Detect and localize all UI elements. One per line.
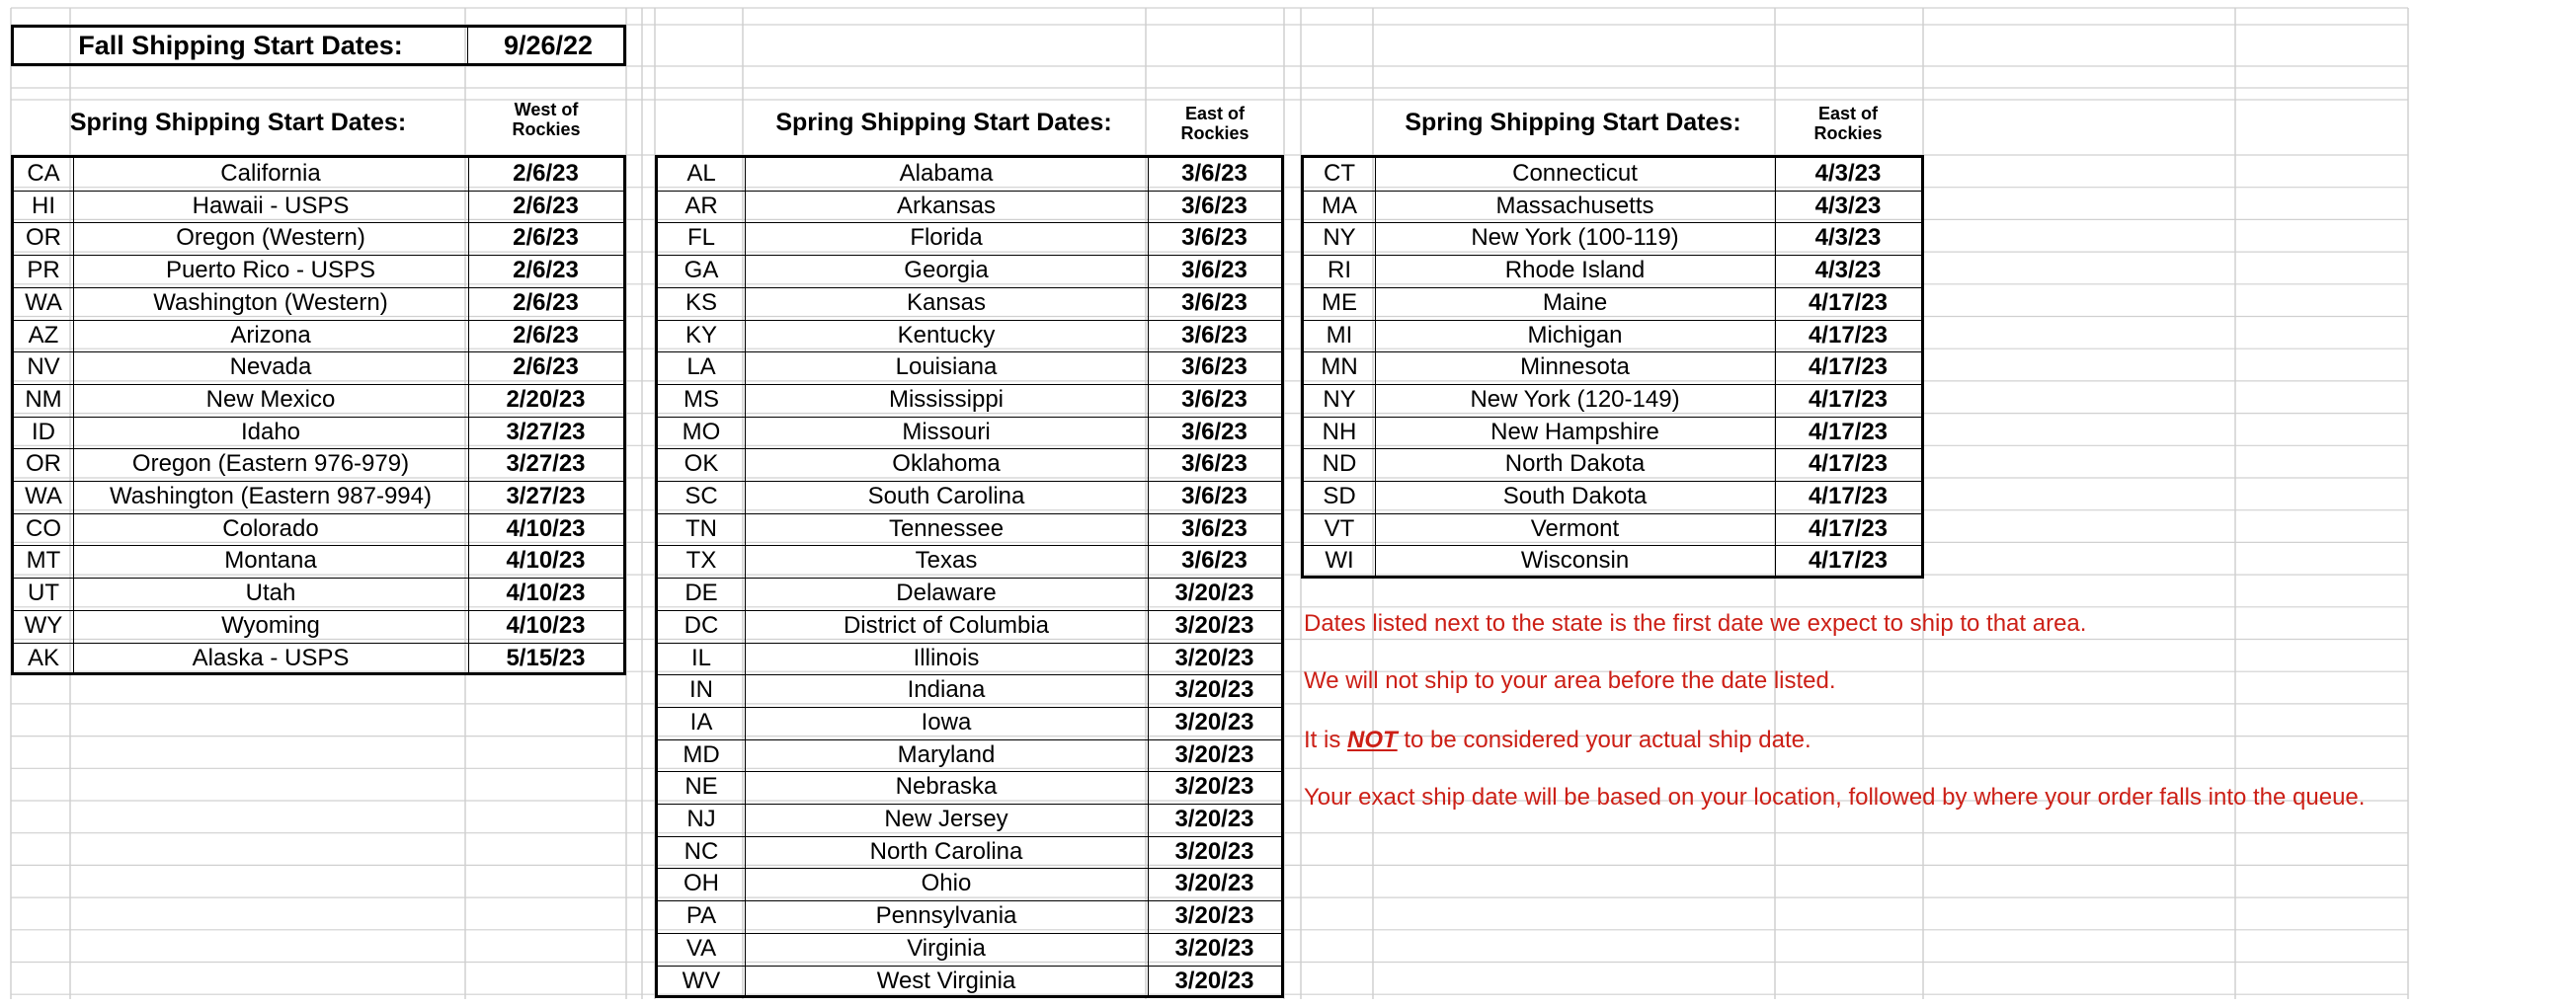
west-state-code: NV — [27, 353, 60, 381]
west-state-code: AZ — [28, 321, 59, 349]
note-first-date: Dates listed next to the state is the first date we expect to ship to that area. — [1304, 610, 2087, 637]
central-state-code: LA — [686, 353, 716, 381]
central-ship-date: 3/6/23 — [1181, 385, 1248, 413]
north-region-line2: Rockies — [1813, 123, 1883, 143]
north-row — [1304, 513, 1921, 546]
west-ship-date: 3/27/23 — [506, 450, 586, 478]
north-state-name: Connecticut — [1512, 160, 1638, 187]
central-state-code: GA — [684, 257, 719, 284]
north-state-code: CT — [1324, 160, 1355, 187]
central-state-name: Texas — [915, 547, 978, 575]
central-state-code: FL — [686, 224, 715, 252]
central-ship-date: 3/20/23 — [1174, 870, 1254, 897]
central-state-code: OK — [684, 450, 719, 478]
west-ship-date: 2/6/23 — [513, 257, 579, 284]
central-state-name: Illinois — [913, 644, 980, 671]
central-ship-date: 3/6/23 — [1181, 321, 1248, 349]
note-exact-ship-date: Your exact ship date will be based on your location, followed by where your order falls into the queue. — [1304, 784, 2366, 811]
west-row — [14, 320, 623, 352]
north-ship-date: 4/17/23 — [1808, 353, 1889, 381]
central-ship-date: 3/6/23 — [1181, 483, 1248, 509]
central-row — [658, 481, 1281, 513]
west-row — [14, 643, 623, 675]
central-ship-date: 3/20/23 — [1174, 806, 1254, 832]
north-state-code: MI — [1326, 321, 1353, 349]
central-state-name: Mississippi — [888, 385, 1004, 413]
north-row — [1304, 481, 1921, 513]
central-ship-date: 3/6/23 — [1181, 547, 1248, 575]
west-state-code: ID — [32, 418, 55, 445]
central-state-code: DC — [684, 611, 719, 639]
west-ship-date: 2/6/23 — [513, 353, 579, 381]
west-ship-date: 2/6/23 — [513, 160, 579, 187]
west-state-code: NM — [25, 385, 62, 413]
west-state-name: New Mexico — [205, 385, 336, 413]
central-state-code: TN — [685, 514, 717, 542]
north-state-code: NY — [1323, 385, 1356, 413]
west-ship-date: 4/10/23 — [506, 514, 586, 542]
central-row — [658, 351, 1281, 384]
central-state-name: Ohio — [921, 870, 972, 897]
west-state-code: UT — [28, 580, 59, 607]
north-state-name: Maine — [1542, 288, 1608, 316]
central-state-name: Arkansas — [896, 192, 997, 219]
central-state-name: Delaware — [896, 580, 997, 607]
central-row — [658, 933, 1281, 966]
west-region-line1: West of — [514, 100, 579, 119]
west-state-name: Utah — [245, 580, 296, 607]
central-ship-date: 3/6/23 — [1181, 224, 1248, 252]
central-state-code: NE — [684, 773, 718, 801]
central-state-code: VA — [685, 934, 717, 962]
west-state-name: Oregon (Western) — [176, 224, 365, 252]
central-ship-date: 3/6/23 — [1181, 160, 1248, 187]
central-state-code: KS — [684, 288, 717, 316]
west-state-name: Nevada — [229, 353, 312, 381]
west-state-name: California — [220, 160, 321, 187]
north-region-header — [1775, 104, 1921, 143]
central-state-name: West Virginia — [876, 967, 1016, 994]
central-state-name: Nebraska — [895, 773, 998, 801]
west-row — [14, 578, 623, 610]
west-row — [14, 222, 623, 255]
west-row — [14, 545, 623, 578]
central-row — [658, 868, 1281, 900]
west-row — [14, 158, 623, 191]
central-ship-date: 3/20/23 — [1174, 580, 1254, 607]
central-state-code: OH — [684, 870, 719, 897]
west-state-code: HI — [32, 192, 55, 219]
central-row — [658, 610, 1281, 643]
north-row — [1304, 320, 1921, 352]
west-ship-date: 5/15/23 — [506, 644, 586, 671]
north-ship-date: 4/17/23 — [1808, 514, 1889, 542]
west-state-name: Wyoming — [221, 611, 320, 639]
north-row — [1304, 222, 1921, 255]
west-ship-date: 2/6/23 — [513, 321, 579, 349]
west-state-code: CO — [26, 514, 61, 542]
central-state-code: NJ — [686, 806, 716, 832]
central-state-code: AR — [684, 192, 718, 219]
west-state-code: OR — [26, 224, 61, 252]
central-ship-date: 3/6/23 — [1181, 288, 1248, 316]
north-state-name: Rhode Island — [1504, 257, 1646, 284]
central-row — [658, 191, 1281, 223]
north-row — [1304, 158, 1921, 191]
north-state-name: New York (100-119) — [1471, 224, 1679, 252]
central-row — [658, 158, 1281, 191]
north-ship-date: 4/3/23 — [1814, 257, 1882, 284]
central-region-line2: Rockies — [1180, 123, 1249, 143]
north-row — [1304, 545, 1921, 578]
central-ship-date: 3/6/23 — [1181, 257, 1248, 284]
west-state-name: Washington (Western) — [153, 288, 388, 316]
central-state-name: New Jersey — [884, 806, 1008, 832]
north-state-name: Michigan — [1527, 321, 1623, 349]
west-row — [14, 351, 623, 384]
central-state-name: Florida — [910, 224, 983, 252]
west-row — [14, 610, 623, 643]
west-row — [14, 448, 623, 481]
north-ship-date: 4/3/23 — [1814, 160, 1882, 187]
central-state-code: DE — [684, 580, 718, 607]
note-not-before: We will not ship to your area before the date listed. — [1304, 667, 1836, 694]
north-ship-date: 4/17/23 — [1808, 483, 1889, 509]
north-table — [1301, 155, 1924, 579]
central-state-code: MO — [682, 418, 721, 445]
west-row — [14, 513, 623, 546]
central-ship-date: 3/20/23 — [1174, 934, 1254, 962]
north-state-code: VT — [1324, 514, 1355, 542]
north-state-code: WI — [1325, 547, 1354, 575]
central-ship-date: 3/20/23 — [1174, 611, 1254, 639]
central-state-code: SC — [684, 483, 718, 509]
west-ship-date: 2/20/23 — [506, 385, 586, 413]
north-row — [1304, 191, 1921, 223]
note-not-actual-before: It is — [1304, 727, 1348, 753]
central-ship-date: 3/20/23 — [1174, 773, 1254, 801]
central-state-code: WV — [682, 967, 721, 994]
north-state-code: SD — [1323, 483, 1356, 509]
west-ship-date: 2/6/23 — [513, 192, 579, 219]
central-state-name: South Carolina — [867, 483, 1025, 509]
central-table — [655, 155, 1284, 998]
fall-shipping-box — [11, 25, 626, 66]
central-row — [658, 287, 1281, 320]
north-ship-date: 4/17/23 — [1808, 450, 1889, 478]
central-row — [658, 771, 1281, 804]
north-state-code: ME — [1322, 288, 1357, 316]
central-ship-date: 3/20/23 — [1174, 902, 1254, 930]
central-row — [658, 448, 1281, 481]
north-state-code: RI — [1328, 257, 1351, 284]
central-state-code: MD — [683, 740, 720, 768]
central-state-name: Missouri — [902, 418, 991, 445]
central-state-code: KY — [684, 321, 717, 349]
central-ship-date: 3/6/23 — [1181, 353, 1248, 381]
north-row — [1304, 287, 1921, 320]
central-row — [658, 804, 1281, 836]
note-not-emphasis: NOT — [1347, 727, 1398, 753]
north-ship-date: 4/17/23 — [1808, 385, 1889, 413]
north-region-line1: East of — [1817, 104, 1878, 123]
west-ship-date: 2/6/23 — [513, 288, 579, 316]
central-row — [658, 643, 1281, 675]
central-ship-date: 3/20/23 — [1174, 676, 1254, 704]
north-table-title: Spring Shipping Start Dates: — [1405, 109, 1741, 136]
note-not-actual — [1304, 726, 2371, 755]
central-ship-date: 3/20/23 — [1174, 644, 1254, 671]
north-state-code: NH — [1322, 418, 1357, 445]
central-state-name: Tennessee — [888, 514, 1005, 542]
west-row — [14, 255, 623, 287]
west-ship-date: 4/10/23 — [506, 611, 586, 639]
west-ship-date: 3/27/23 — [506, 483, 586, 509]
central-state-code: PA — [685, 902, 717, 930]
west-state-name: Washington (Eastern 987-994) — [110, 483, 432, 509]
central-state-name: Kentucky — [897, 321, 996, 349]
central-row — [658, 900, 1281, 933]
central-state-name: Pennsylvania — [875, 902, 1017, 930]
central-ship-date: 3/20/23 — [1174, 967, 1254, 994]
fall-shipping-label: Fall Shipping Start Dates: — [78, 31, 403, 60]
central-region-header — [1146, 104, 1284, 143]
west-state-name: Alaska - USPS — [192, 644, 350, 671]
north-state-name: Massachusetts — [1495, 192, 1654, 219]
north-ship-date: 4/3/23 — [1814, 192, 1882, 219]
west-region-header — [467, 100, 625, 139]
central-ship-date: 3/6/23 — [1181, 418, 1248, 445]
west-state-code: WA — [25, 483, 62, 509]
central-state-name: Indiana — [907, 676, 986, 704]
north-state-name: South Dakota — [1502, 483, 1648, 509]
central-ship-date: 3/20/23 — [1174, 708, 1254, 736]
central-state-code: TX — [685, 547, 717, 575]
central-state-name: District of Columbia — [843, 611, 1050, 639]
west-state-name: Oregon (Eastern 976-979) — [131, 450, 410, 478]
west-table-title: Spring Shipping Start Dates: — [69, 109, 407, 136]
central-state-name: Virginia — [907, 934, 986, 962]
central-row — [658, 417, 1281, 449]
north-row — [1304, 417, 1921, 449]
west-table — [11, 155, 626, 675]
west-row — [14, 384, 623, 417]
west-ship-date: 2/6/23 — [513, 224, 579, 252]
central-row — [658, 384, 1281, 417]
north-state-code: MA — [1322, 192, 1357, 219]
central-ship-date: 3/6/23 — [1181, 192, 1248, 219]
north-state-name: Vermont — [1530, 514, 1620, 542]
west-row — [14, 191, 623, 223]
west-state-name: Puerto Rico - USPS — [165, 257, 376, 284]
note-not-actual-after: to be considered your actual ship date. — [1397, 727, 1811, 753]
west-row — [14, 417, 623, 449]
central-row — [658, 739, 1281, 772]
west-state-code: WA — [25, 288, 62, 316]
west-state-name: Idaho — [240, 418, 301, 445]
central-ship-date: 3/6/23 — [1181, 514, 1248, 542]
north-ship-date: 4/17/23 — [1808, 547, 1889, 575]
central-row — [658, 255, 1281, 287]
central-state-code: NC — [684, 837, 719, 865]
west-row — [14, 287, 623, 320]
west-state-name: Arizona — [230, 321, 311, 349]
central-state-code: IA — [689, 708, 713, 736]
west-state-code: MT — [26, 547, 61, 575]
central-state-name: Alabama — [899, 160, 994, 187]
central-row — [658, 836, 1281, 869]
central-row — [658, 674, 1281, 707]
fall-shipping-date: 9/26/22 — [503, 31, 594, 60]
central-row — [658, 320, 1281, 352]
north-row — [1304, 351, 1921, 384]
north-ship-date: 4/17/23 — [1808, 321, 1889, 349]
central-state-code: AL — [686, 160, 716, 187]
north-state-code: MN — [1321, 353, 1358, 381]
central-row — [658, 222, 1281, 255]
west-state-name: Colorado — [222, 514, 319, 542]
north-state-name: Wisconsin — [1520, 547, 1630, 575]
central-state-code: IN — [689, 676, 713, 704]
central-state-name: Iowa — [921, 708, 972, 736]
north-row — [1304, 384, 1921, 417]
north-state-code: NY — [1323, 224, 1356, 252]
central-state-name: Oklahoma — [892, 450, 1001, 478]
central-state-code: MS — [684, 385, 719, 413]
north-state-name: New York (120-149) — [1470, 385, 1680, 413]
north-state-name: Minnesota — [1520, 353, 1630, 381]
west-row — [14, 481, 623, 513]
north-ship-date: 4/17/23 — [1808, 418, 1889, 445]
central-row — [658, 707, 1281, 739]
central-ship-date: 3/6/23 — [1181, 450, 1248, 478]
west-ship-date: 4/10/23 — [506, 580, 586, 607]
central-state-name: Georgia — [904, 257, 989, 284]
west-state-code: WY — [24, 611, 63, 639]
central-ship-date: 3/20/23 — [1174, 837, 1254, 865]
central-table-title: Spring Shipping Start Dates: — [775, 109, 1112, 136]
north-ship-date: 4/3/23 — [1814, 224, 1882, 252]
central-region-line1: East of — [1184, 104, 1245, 123]
central-state-name: Kansas — [906, 288, 987, 316]
west-state-code: CA — [27, 160, 60, 187]
west-state-code: PR — [27, 257, 60, 284]
north-ship-date: 4/17/23 — [1808, 288, 1889, 316]
west-ship-date: 3/27/23 — [506, 418, 586, 445]
west-state-code: AK — [27, 644, 59, 671]
north-state-code: ND — [1322, 450, 1357, 478]
central-state-name: Louisiana — [895, 353, 998, 381]
central-state-code: IL — [690, 644, 711, 671]
north-row — [1304, 255, 1921, 287]
central-row — [658, 966, 1281, 998]
west-state-name: Hawaii - USPS — [192, 192, 350, 219]
west-state-code: OR — [26, 450, 61, 478]
central-ship-date: 3/20/23 — [1174, 740, 1254, 768]
central-state-name: North Carolina — [869, 837, 1023, 865]
north-state-name: New Hampshire — [1490, 418, 1659, 445]
north-row — [1304, 448, 1921, 481]
north-state-name: North Dakota — [1504, 450, 1646, 478]
west-state-name: Montana — [224, 547, 317, 575]
west-ship-date: 4/10/23 — [506, 547, 586, 575]
central-row — [658, 513, 1281, 546]
west-region-line2: Rockies — [512, 119, 581, 139]
central-row — [658, 578, 1281, 610]
central-state-name: Maryland — [897, 740, 996, 768]
central-row — [658, 545, 1281, 578]
